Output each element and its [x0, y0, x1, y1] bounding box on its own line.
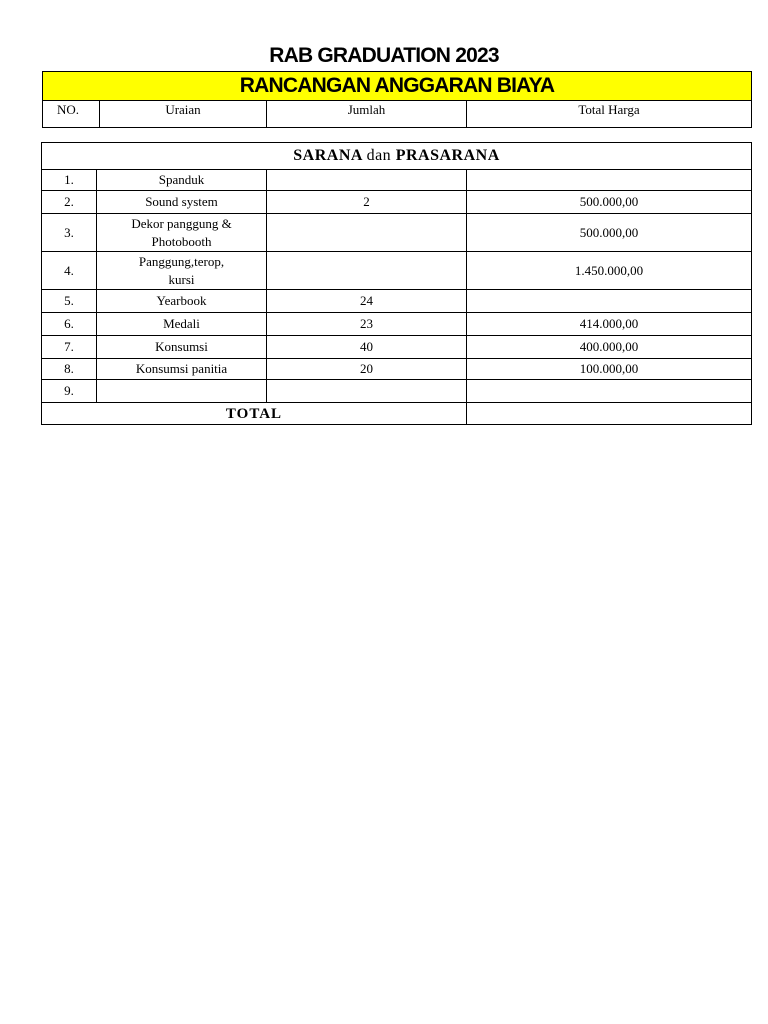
row-uraian-line2: kursi — [168, 271, 195, 287]
row-jumlah: 24 — [267, 290, 467, 313]
row-no: 5. — [42, 290, 97, 313]
row-total — [467, 380, 752, 403]
column-header-jumlah: Jumlah — [267, 101, 467, 128]
total-label: TOTAL — [42, 403, 467, 425]
row-no: 3. — [42, 214, 97, 252]
total-value — [467, 403, 752, 425]
row-jumlah: 20 — [267, 359, 467, 380]
header-table — [42, 71, 752, 128]
row-no: 9. — [42, 380, 97, 403]
table-row — [42, 252, 752, 290]
table-row — [42, 313, 752, 336]
row-total — [467, 170, 752, 191]
table-row — [42, 336, 752, 359]
row-uraian — [97, 214, 267, 252]
row-uraian-line1: Dekor panggung & — [131, 215, 232, 231]
row-uraian-line2: Photobooth — [151, 233, 212, 249]
column-header-row — [43, 101, 752, 128]
table-row — [42, 214, 752, 252]
row-uraian: Konsumsi — [97, 336, 267, 359]
row-total: 500.000,00 — [467, 214, 752, 252]
row-uraian: Yearbook — [97, 290, 267, 313]
row-no: 6. — [42, 313, 97, 336]
row-uraian: Konsumsi panitia — [97, 359, 267, 380]
row-total: 414.000,00 — [467, 313, 752, 336]
row-uraian — [97, 252, 267, 290]
row-total: 400.000,00 — [467, 336, 752, 359]
row-jumlah — [267, 214, 467, 252]
table-row — [42, 170, 752, 191]
row-no: 1. — [42, 170, 97, 191]
row-total: 1.450.000,00 — [467, 252, 752, 290]
row-no: 4. — [42, 252, 97, 290]
row-jumlah — [267, 380, 467, 403]
column-header-no: NO. — [43, 101, 100, 128]
row-total: 500.000,00 — [467, 191, 752, 214]
section-row — [42, 143, 752, 170]
column-header-total-harga: Total Harga — [467, 101, 752, 128]
row-uraian-line1: Panggung,terop, — [138, 253, 225, 269]
row-jumlah: 2 — [267, 191, 467, 214]
row-no: 2. — [42, 191, 97, 214]
row-uraian: Sound system — [97, 191, 267, 214]
row-no: 7. — [42, 336, 97, 359]
row-jumlah: 23 — [267, 313, 467, 336]
table-row — [42, 359, 752, 380]
row-total — [467, 290, 752, 313]
document-title: RAB GRADUATION 2023 — [269, 44, 499, 67]
row-jumlah — [267, 252, 467, 290]
budget-table — [41, 142, 752, 425]
total-row — [42, 403, 752, 425]
column-header-uraian: Uraian — [100, 101, 267, 128]
row-uraian — [97, 380, 267, 403]
row-uraian: Medali — [97, 313, 267, 336]
table-row — [42, 290, 752, 313]
row-jumlah: 40 — [267, 336, 467, 359]
row-jumlah — [267, 170, 467, 191]
section-title: SARANA dan PRASARANA — [42, 143, 752, 170]
table-row — [42, 380, 752, 403]
banner-row — [43, 72, 752, 101]
row-no: 8. — [42, 359, 97, 380]
table-row — [42, 191, 752, 214]
banner-title: RANCANGAN ANGGARAN BIAYA — [43, 72, 752, 101]
row-total: 100.000,00 — [467, 359, 752, 380]
row-uraian: Spanduk — [97, 170, 267, 191]
